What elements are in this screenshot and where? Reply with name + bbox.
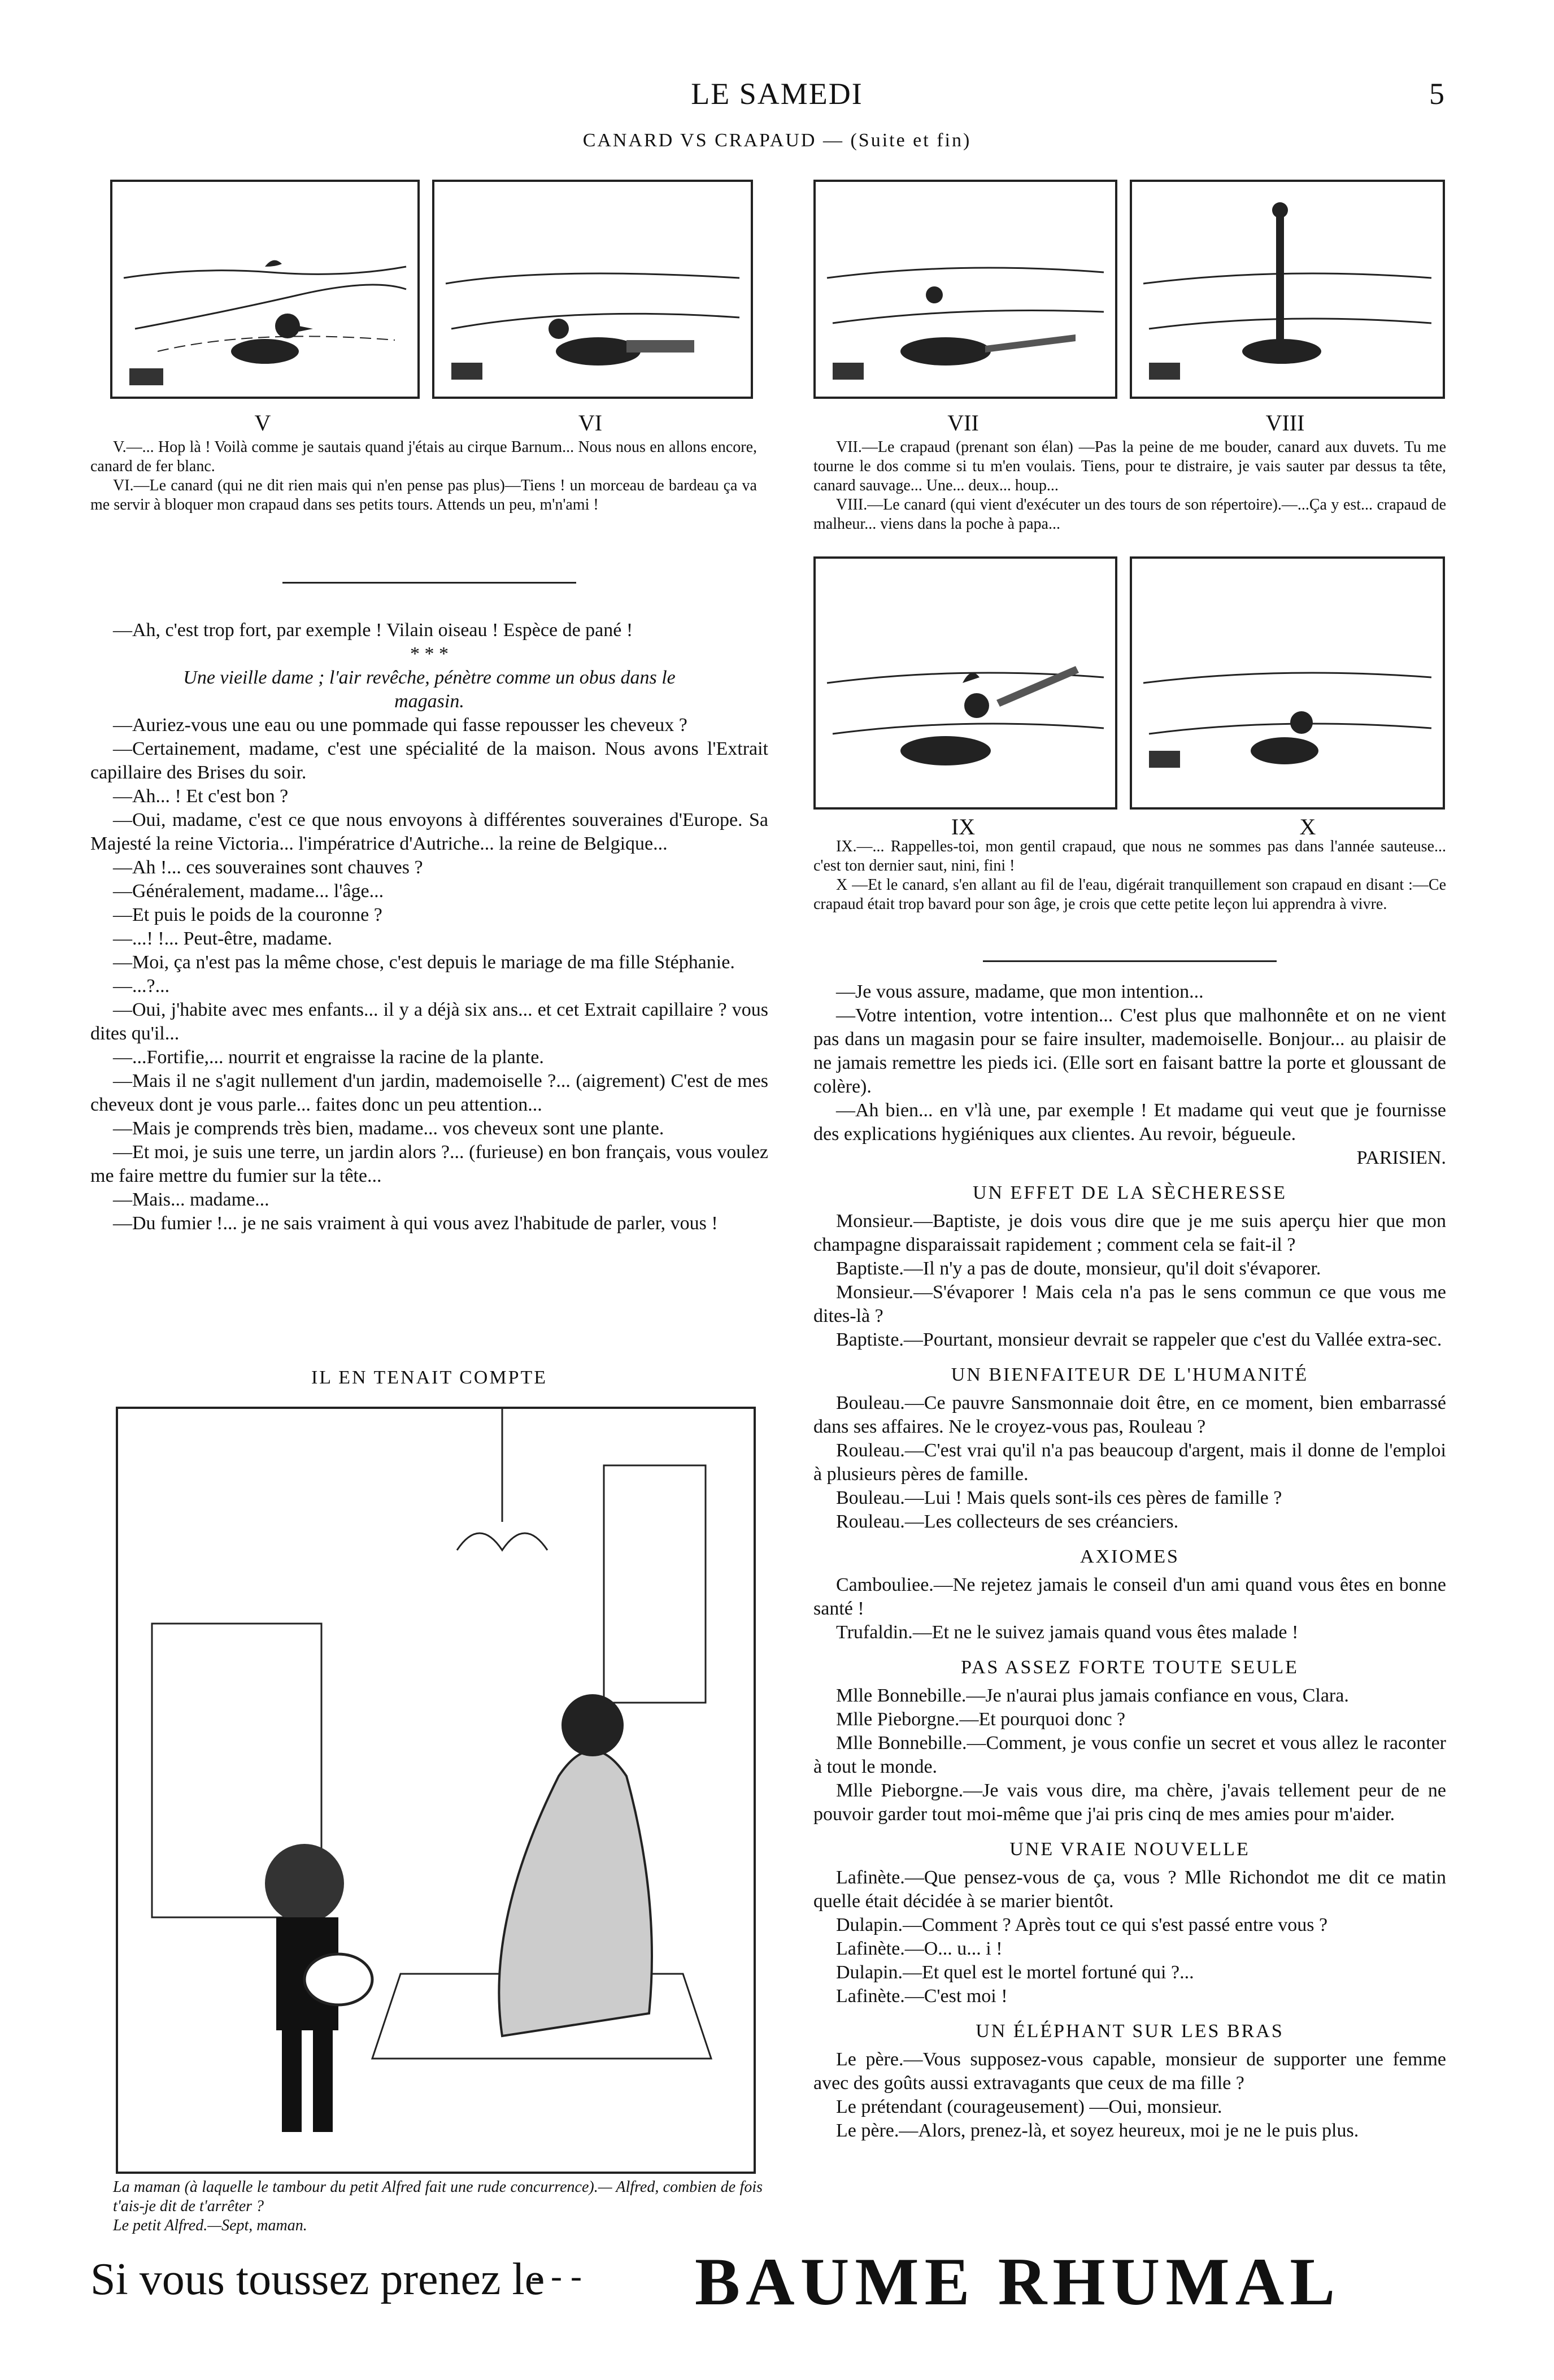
divider-left-top (282, 582, 576, 584)
dialogue-line: —...Fortifie,... nourrit et engraisse la racine de la plante. (113, 1047, 544, 1068)
panel-number-x: X (1299, 814, 1316, 839)
section-title: AXIOMES (1080, 1546, 1179, 1567)
section-title: UN EFFET DE LA SÈCHERESSE (972, 1182, 1287, 1203)
dialogue-line: Le père.—Vous supposez-vous capable, monsieur de supporter une femme avec des goûts aussi extravagants que ceux de ma fille ? (813, 2049, 1446, 2094)
dialogue-line: Cambouliee.—Ne rejetez jamais le conseil d'un ami quand vous êtes en bonne santé ! (813, 1574, 1446, 1619)
dialogue-line: —Oui, madame, c'est ce que nous envoyons à différentes souveraines d'Europe. Sa Majesté la reine Victoria... l'impératrice d'Autriche... la reine de Belgique... (90, 810, 768, 854)
section-title: PAS ASSEZ FORTE TOUTE SEULE (961, 1657, 1299, 1678)
dialogue-line: Lafinète.—C'est moi ! (836, 1986, 1008, 2007)
page-number: 5 (1429, 77, 1444, 111)
dialogue-line: —Certainement, madame, c'est une spécialité de la maison. Nous avons l'Extrait capillaire des Brises du soir. (90, 738, 768, 783)
right-column-article (813, 980, 1446, 2143)
dialogue-line: Lafinète.—Que pensez-vous de ça, vous ? Mlle Richondot me dit ce matin quelle était décidée à se marier bientôt. (813, 1867, 1446, 1912)
dialogue-line: Bouleau.—Ce pauvre Sansmonnaie doit être, en ce moment, bien embarrassé dans ses affaires. Ne le croyez-vous pas, Rouleau ? (813, 1393, 1446, 1437)
dialogue-line: —Et puis le poids de la couronne ? (113, 904, 382, 925)
caption-v: V.—... Hop là ! Voilà comme je sautais quand j'étais au cirque Barnum... Nous nous en allons encore, canard de fer blanc. (90, 438, 757, 475)
caption-panels-ix-x (813, 837, 1446, 914)
dialogue-line: —Mais je comprends très bien, madame... vos cheveux sont une plante. (113, 1118, 664, 1139)
panel-number-ix: IX (951, 814, 976, 839)
duck-pond-illustration (112, 182, 417, 397)
section-title: UN BIENFAITEUR DE L'HUMANITÉ (951, 1364, 1309, 1385)
caption-vi: VI.—Le canard (qui ne dit rien mais qui n'en pense pas plus)—Tiens ! un morceau de bardeau ça va me servir à bloquer mon crapaud dans ses petits tours. Attends un peu, m'n'ami ! (90, 477, 757, 514)
dialogue-line: —Et moi, je suis une terre, un jardin alors ?... (furieuse) en bon français, vous voulez me faire mettre du fumier sur la tête... (90, 1142, 768, 1186)
dialogue-line: —Auriez-vous une eau ou une pommade qui fasse repousser les cheveux ? (113, 715, 687, 736)
dialogue-line: Le prétendant (courageusement) —Oui, monsieur. (836, 2096, 1222, 2117)
dialogue-line: Dulapin.—Et quel est le mortel fortuné qui ?... (836, 1962, 1194, 1983)
advert-brand: BAUME RHUMAL (695, 2244, 1341, 2319)
author-signature: PARISIEN. (1356, 1147, 1446, 1168)
dialogue-line: Bouleau.—Lui ! Mais quels sont-ils ces pères de famille ? (836, 1487, 1282, 1508)
dialogue-line: Baptiste.—Pourtant, monsieur devrait se rappeler que c'est du Vallée extra-sec. (836, 1329, 1442, 1350)
dialogue-line: —Mais... madame... (113, 1189, 269, 1210)
comic-panel-x (1130, 556, 1445, 810)
dialogue-line: Trufaldin.—Et ne le suivez jamais quand vous êtes malade ! (836, 1622, 1299, 1643)
left-column-article (90, 619, 768, 1235)
dialogue-line: —Ah... ! Et c'est bon ? (113, 786, 289, 807)
section-title: UNE VRAIE NOUVELLE (1009, 1839, 1250, 1860)
dialogue-line: Baptiste.—Il n'y a pas de doute, monsieur, qu'il doit s'évaporer. (836, 1258, 1321, 1279)
comic-subtitle: CANARD VS CRAPAUD — (Suite et fin) (582, 130, 972, 151)
caption-alfred: Le petit Alfred.—Sept, maman. (113, 2217, 307, 2234)
dialogue-line: —Ah bien... en v'là une, par exemple ! Et madame qui veut que je fournisse des explications hygiéniques aux clientes. Au revoir, bégueule. (813, 1100, 1446, 1145)
dialogue-line: —...! !... Peut-être, madame. (113, 928, 333, 949)
dialogue-line: —Votre intention, votre intention... C'est plus que malhonnête et on ne vient pas dans un magasin pour se faire insulter, mademoiselle. Bonjour... au plaisir de ne jamais remettre les pieds ici. (Elle sort en faisant battre la porte et gloussant de colère). (813, 1005, 1446, 1097)
caption-panels-v-vi (90, 438, 757, 515)
caption-panels-vii-viii (813, 438, 1446, 534)
dialogue-line: —Oui, j'habite avec mes enfants... il y a déjà six ans... et cet Extrait capillaire ? vous dites qu'il... (90, 999, 768, 1044)
illustration-title: IL EN TENAIT COMPTE (311, 1367, 548, 1388)
caption-viii: VIII.—Le canard (qui vient d'exécuter un des tours de son répertoire).—...Ça y est... crapaud de malheur... viens dans la poche à papa... (813, 496, 1446, 533)
comic-panel-viii (1130, 180, 1445, 399)
dialogue-line: —...?... (113, 976, 170, 997)
caption-vii: VII.—Le crapaud (prenant son élan) —Pas la peine de me bouder, canard aux duvets. Tu me tourne le dos comme si tu m'en voulais. Tiens, pour te distraire, je vais sauter par dessus ta tête, canard sauvage... Une... deux... houp... (813, 438, 1446, 494)
advert-dots: - - - (531, 2257, 582, 2295)
caption-x: X —Et le canard, s'en allant au fil de l'eau, digérait tranquillement son crapaud en disant :—Ce crapaud était trop bavard pour son âge, je crois que cette petite leçon lui apprendra à vivre. (813, 876, 1446, 913)
scene-description: Une vieille dame ; l'air revêche, pénètre comme un obus dans le magasin. (183, 667, 676, 712)
dialogue-line: Monsieur.—S'évaporer ! Mais cela n'a pas le sens commun ce que vous me dites-là ? (813, 1282, 1446, 1326)
comic-panel-ix (813, 556, 1117, 810)
dialogue-line: Rouleau.—C'est vrai qu'il n'a pas beaucoup d'argent, mais il donne de l'emploi à plusieurs pères de famille. (813, 1440, 1446, 1485)
dialogue-line: —Ah !... ces souveraines sont chauves ? (113, 857, 423, 878)
dialogue-line: Mlle Pieborgne.—Je vais vous dire, ma chère, j'avais tellement peur de ne pouvoir garder tout moi-même que j'ai pris cinq de mes amies pour m'aider. (813, 1780, 1446, 1825)
dialogue-line: —Du fumier !... je ne sais vraiment à qui vous avez l'habitude de parler, vous ! (113, 1213, 718, 1234)
caption-maman: La maman (à laquelle le tambour du petit Alfred fait une rude concurrence).— Alfred, combien de fois t'ais-je dit de t'arrêter ? (113, 2178, 763, 2215)
panel-number-v: V (254, 410, 271, 436)
dialogue-line: Mlle Bonnebille.—Comment, je vous confie un secret et vous allez le raconter à tout le monde. (813, 1733, 1446, 1777)
caption-ix: IX.—... Rappelles-toi, mon gentil crapaud, que nous ne sommes pas dans l'année sauteuse... c'est ton dernier saut, nini, fini ! (813, 838, 1446, 874)
comic-panel-vii (813, 180, 1117, 399)
dialogue-line: —Mais il ne s'agit nullement d'un jardin, mademoiselle ?... (aigrement) C'est de mes cheveux dont je vous parle... faites donc un peu attention... (90, 1071, 768, 1115)
dialogue-line: —Moi, ça n'est pas la même chose, c'est depuis le mariage de ma fille Stéphanie. (113, 952, 735, 973)
dialogue-line: Mlle Bonnebille.—Je n'aurai plus jamais confiance en vous, Clara. (836, 1685, 1349, 1706)
dialogue-line: Rouleau.—Les collecteurs de ses créanciers. (836, 1511, 1179, 1532)
dialogue-line: Lafinète.—O... u... i ! (836, 1938, 1003, 1959)
newspaper-title: LE SAMEDI (691, 77, 863, 111)
divider-right-top (983, 960, 1277, 962)
opening-line: —Ah, c'est trop fort, par exemple ! Vilain oiseau ! Espèce de pané ! (113, 620, 633, 641)
comic-panel-vi (432, 180, 753, 399)
section-title: UN ÉLÉPHANT SUR LES BRAS (976, 2021, 1284, 2042)
illustration-caption (113, 2178, 763, 2235)
dialogue-line: Le père.—Alors, prenez-là, et soyez heureux, moi je ne le puis plus. (836, 2120, 1359, 2141)
panel-number-vi: VI (578, 410, 603, 436)
dialogue-line: Mlle Pieborgne.—Et pourquoi donc ? (836, 1709, 1126, 1730)
drummer-boy-illustration (116, 1407, 756, 2174)
comic-panel-v (110, 180, 420, 399)
dialogue-line: Dulapin.—Comment ? Après tout ce qui s'est passé entre vous ? (836, 1915, 1328, 1935)
panel-number-vii: VII (947, 410, 979, 436)
dialogue-line: Monsieur.—Baptiste, je dois vous dire que je me suis aperçu hier que mon champagne disparaissait rapidement ; comment cela se fait-il ? (813, 1211, 1446, 1255)
dialogue-line: —Je vous assure, madame, que mon intention... (836, 981, 1204, 1002)
advert-text: Si vous toussez prenez le (90, 2255, 545, 2304)
panel-number-viii: VIII (1265, 410, 1305, 436)
section-stars: * * * (410, 643, 449, 664)
dialogue-line: —Généralement, madame... l'âge... (113, 881, 384, 902)
